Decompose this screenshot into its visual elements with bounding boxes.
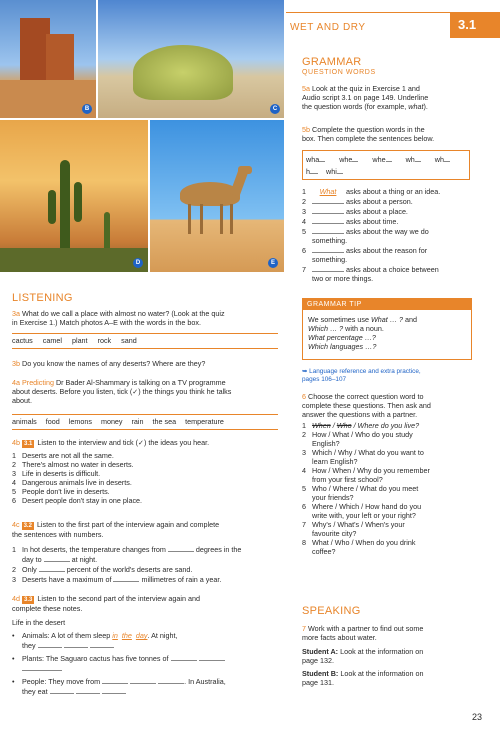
example-word: what bbox=[408, 102, 424, 111]
box-word: h bbox=[306, 167, 310, 176]
unit-number: 3.1 bbox=[458, 17, 477, 32]
idea: There's almost no water in deserts. bbox=[22, 460, 134, 469]
unit-number-tab bbox=[450, 12, 500, 38]
question: your friends? bbox=[312, 493, 354, 502]
ex-text: about. bbox=[12, 396, 32, 405]
tip-text: We sometimes use bbox=[308, 315, 369, 324]
ex-text: page 131. bbox=[302, 678, 334, 687]
note: Animals: A lot of them sleep bbox=[22, 631, 111, 640]
sentence: something. bbox=[312, 255, 348, 264]
tip-text: with a noun. bbox=[345, 324, 384, 333]
ex-number: 5a bbox=[302, 84, 310, 93]
answer-example: the bbox=[121, 631, 132, 640]
photo-plant bbox=[98, 0, 284, 118]
skill-label: Predicting bbox=[22, 378, 54, 387]
struck-option: Who bbox=[336, 421, 352, 430]
page-number: 23 bbox=[472, 712, 483, 722]
box-word: whe bbox=[372, 155, 386, 164]
notes-title: Life in the desert bbox=[12, 618, 66, 627]
ex-number: 3a bbox=[12, 309, 20, 318]
grammar-heading: GRAMMAR bbox=[302, 56, 362, 68]
note: People: They move from bbox=[22, 677, 101, 686]
listening-heading: LISTENING bbox=[12, 292, 73, 304]
box-word: camel bbox=[42, 336, 62, 345]
ex-text: Listen to the second part of the interview again and bbox=[37, 594, 200, 603]
sentence: asks about a choice between bbox=[346, 265, 439, 274]
question: from your first school? bbox=[312, 475, 383, 484]
audio-track-badge[interactable]: 3.2 bbox=[23, 523, 32, 529]
sentence: asks about a thing or an idea. bbox=[346, 187, 441, 196]
sentence: percent of the world's deserts are sand. bbox=[66, 565, 193, 574]
sentence: two or more things. bbox=[312, 274, 374, 283]
photo-label-c: C bbox=[270, 104, 280, 114]
grammar-subheading: QUESTION WORDS bbox=[302, 69, 376, 76]
box-word: temperature bbox=[185, 417, 224, 426]
sentence: something. bbox=[312, 236, 348, 245]
photo-label-b: B bbox=[82, 104, 92, 114]
unit-title: WET AND DRY bbox=[290, 22, 366, 33]
ex-number: 5b bbox=[302, 125, 310, 134]
ref-pages: pages 106–107 bbox=[302, 376, 347, 383]
ex-number: 6 bbox=[302, 392, 306, 401]
exercise-4b bbox=[12, 438, 209, 448]
ideas-list: 1 Deserts are not all the same. 2 There's almost no water in deserts. 3 Life in deserts is difficult. 4 Dangerous animals live in deserts. 5 People don't live in deserts. 6 Desert people don't stay in one place. bbox=[12, 451, 143, 505]
tip-text: and bbox=[404, 315, 417, 324]
box-word: wh bbox=[405, 155, 415, 164]
question: How / When / Why do you remember bbox=[312, 466, 430, 475]
tip-example: Which … ? bbox=[308, 324, 344, 333]
sentence: asks about a place. bbox=[346, 207, 408, 216]
ex-number: 3b bbox=[12, 359, 20, 368]
ex-text: Look at the information on bbox=[340, 669, 424, 678]
question: / Where do you live? bbox=[353, 421, 420, 430]
box-word: the sea bbox=[152, 417, 177, 426]
tip-example: Which languages …? bbox=[308, 342, 377, 351]
note: Plants: The Saguaro cactus has five tonnes of bbox=[22, 654, 169, 663]
tip-example: What percentage …? bbox=[308, 333, 376, 342]
ex-number: 7 bbox=[302, 624, 306, 633]
exercise-4d bbox=[12, 594, 200, 613]
ex-text: Work with a partner to find out some bbox=[308, 624, 424, 633]
idea: People don't live in deserts. bbox=[22, 487, 110, 496]
struck-option: When bbox=[312, 421, 331, 430]
grammar-tip-box bbox=[302, 298, 472, 360]
sentence: asks about a person. bbox=[346, 197, 413, 206]
arrow-icon: ➥ bbox=[302, 368, 308, 375]
ex-text: Listen to the interview and tick (✓) the ideas you hear. bbox=[37, 438, 210, 447]
ex-text: page 132. bbox=[302, 656, 334, 665]
question: favourite city? bbox=[312, 529, 357, 538]
tip-example: What … ? bbox=[370, 315, 403, 324]
ex-number: 4b bbox=[12, 438, 20, 447]
photo-cactus bbox=[0, 120, 148, 272]
exercise-6 bbox=[302, 392, 431, 419]
box-word: rain bbox=[131, 417, 144, 426]
question: How / What / Who do you study bbox=[312, 430, 413, 439]
note: . At night, bbox=[147, 631, 178, 640]
exercise-5b bbox=[302, 125, 434, 143]
box-word: lemons bbox=[68, 417, 92, 426]
ex-text: the question words (for example, bbox=[302, 102, 407, 111]
sentence: day to bbox=[22, 555, 42, 564]
idea: Dangerous animals live in deserts. bbox=[22, 478, 132, 487]
ex-text: What do we call a place with almost no water? (Look at the quiz bbox=[22, 309, 225, 318]
sentence: at night. bbox=[71, 555, 98, 564]
box-word: wha bbox=[306, 155, 320, 164]
photo-camel bbox=[150, 120, 284, 272]
ex-text: Listen to the first part of the interview again and complete bbox=[36, 520, 220, 529]
audio-track-badge[interactable]: 3.1 bbox=[24, 441, 33, 447]
box-word: money bbox=[100, 417, 123, 426]
answer-example: What bbox=[319, 187, 337, 196]
ex-text: Look at the information on bbox=[340, 647, 424, 656]
grammar-tip-title: GRAMMAR TIP bbox=[303, 299, 471, 310]
question: Who / Where / What do you meet bbox=[312, 484, 419, 493]
sentence: asks about the way we do bbox=[346, 227, 429, 236]
box-word: whi bbox=[326, 167, 337, 176]
question: Why's / What's / When's your bbox=[312, 520, 405, 529]
exercise-6-list: 1 When / Who / Where do you live? 2 How / What / Who do you study English? 3 Which / Why / What do you want to learn English? 4 How / When / Why do you remember from your first school? 5 Who / Where / What do you meet your friends? 6 Where / Which / How hand do you write with, your left or your right? 7 Why's / What's / When's your favourite city? 8 What / Who / When do you drink coffee? bbox=[302, 421, 430, 556]
photo-label-d: D bbox=[133, 258, 143, 268]
ex-number: 4c bbox=[12, 520, 20, 529]
grammar-sentences: 1 What asks about a thing or an idea. 2 asks about a person. 3 asks about a place. 4 asks about time. 5 asks about the way we do something. 6 asks about the reason for something. 7 asks about a choice between two or more things. bbox=[302, 187, 472, 283]
ex-text: Dr Bader Al-Shammary is talking on a TV programme bbox=[55, 378, 226, 387]
ex-text: more facts about water. bbox=[302, 633, 377, 642]
box-word: sand bbox=[121, 336, 137, 345]
photo-label-e: E bbox=[268, 258, 278, 268]
note: they eat bbox=[22, 687, 48, 696]
note: they bbox=[22, 641, 36, 650]
ex-number: 4d bbox=[12, 594, 20, 603]
idea: Life in deserts is difficult. bbox=[22, 469, 101, 478]
box-word: food bbox=[45, 417, 60, 426]
question: coffee? bbox=[312, 547, 336, 556]
question-word-box bbox=[302, 150, 470, 180]
word-box-3a bbox=[12, 333, 278, 349]
ex-text: in Exercise 1.) Match photos A–E with the words in the box. bbox=[12, 318, 201, 327]
notes-list: • Animals: A lot of them sleep in the day. At night, they • Plants: The Saguaro cactus has five tonnes of • People: They move from . In Australia, they eat bbox=[12, 631, 226, 696]
ex-text: ). bbox=[423, 102, 428, 111]
box-word: whe bbox=[339, 155, 353, 164]
question: Where / Which / How hand do you bbox=[312, 502, 422, 511]
exercise-4c bbox=[12, 520, 219, 539]
student-b-label: Student B: bbox=[302, 669, 339, 678]
ex-text: complete these questions. Then ask and bbox=[302, 401, 431, 410]
answer-example: in bbox=[112, 631, 118, 640]
student-a-label: Student A: bbox=[302, 647, 339, 656]
sentence: Deserts have a maximum of bbox=[22, 575, 112, 584]
question: What / Who / When do you drink bbox=[312, 538, 416, 547]
question: Which / Why / What do you want to bbox=[312, 448, 424, 457]
box-word: plant bbox=[71, 336, 88, 345]
box-word: animals bbox=[12, 417, 37, 426]
exercise-4a bbox=[12, 378, 231, 405]
exercise-3b bbox=[12, 359, 205, 368]
box-word: wh bbox=[434, 155, 444, 164]
audio-track-badge[interactable]: 3.3 bbox=[24, 597, 33, 603]
ex-text: Choose the correct question word to bbox=[308, 392, 424, 401]
photo-monument bbox=[0, 0, 96, 118]
speaking-heading: SPEAKING bbox=[302, 605, 361, 617]
ex-text: about deserts. Before you listen, tick (✓) the things you think he talks bbox=[12, 387, 232, 396]
ex-text: the sentences with numbers. bbox=[12, 530, 104, 539]
ex-text: Audio script 3.1 on page 149. Underline bbox=[302, 93, 429, 102]
sentence: degrees in the bbox=[195, 545, 242, 554]
note: . In Australia, bbox=[184, 677, 226, 686]
unit-header-bar bbox=[286, 12, 500, 39]
question: learn English? bbox=[312, 457, 358, 466]
word-box-4a bbox=[12, 414, 278, 430]
ex-text: complete these notes. bbox=[12, 604, 83, 613]
sentence: asks about the reason for bbox=[346, 246, 428, 255]
sentence: asks about time. bbox=[346, 217, 399, 226]
ex-text: Look at the quiz in Exercise 1 and bbox=[312, 84, 420, 93]
box-word: rock bbox=[97, 336, 112, 345]
answer-example: day bbox=[135, 631, 148, 640]
exercise-3a bbox=[12, 309, 225, 327]
exercise-7 bbox=[302, 624, 423, 687]
sentence: millimetres of rain a year. bbox=[141, 575, 222, 584]
ref-text: Language reference and extra practice, bbox=[309, 368, 421, 375]
numbers-sentences: 1 In hot deserts, the temperature changes from degrees in the day to at night. 2 Only percent of the world's deserts are sand. 3 Deserts have a maximum of millimetres of rain a year. bbox=[12, 545, 242, 584]
ex-text: box. Then complete the sentences below. bbox=[302, 134, 435, 143]
ex-text: Complete the question words in the bbox=[312, 125, 425, 134]
sentence: In hot deserts, the temperature changes from bbox=[22, 545, 166, 554]
exercise-5a bbox=[302, 84, 428, 111]
ex-text: Do you know the names of any deserts? Where are they? bbox=[22, 359, 206, 368]
box-word: cactus bbox=[12, 336, 33, 345]
idea: Desert people don't stay in one place. bbox=[22, 496, 143, 505]
question: write with, your left or your right? bbox=[312, 511, 416, 520]
ex-number: 4a bbox=[12, 378, 20, 387]
question: English? bbox=[312, 439, 340, 448]
ex-text: answer the questions with a partner. bbox=[302, 410, 418, 419]
sentence: Only bbox=[22, 565, 37, 574]
idea: Deserts are not all the same. bbox=[22, 451, 114, 460]
language-reference-link[interactable] bbox=[302, 368, 421, 384]
